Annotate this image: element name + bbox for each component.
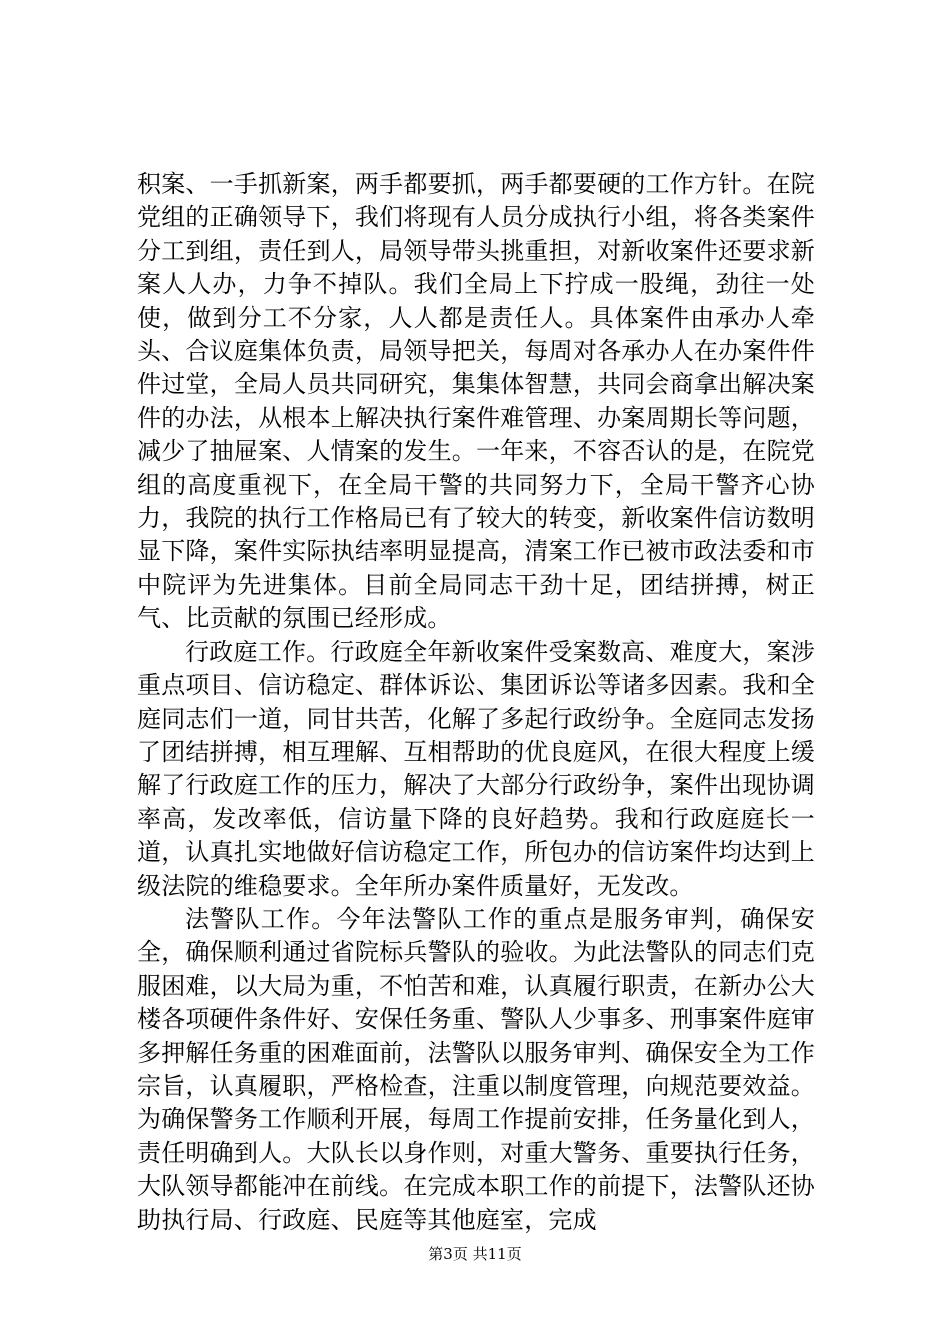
paragraph-enforcement-work: 积案、一手抓新案，两手都要抓，两手都要硬的工作方针。在院党组的正确领导下，我们将现有人员分成执行小组，将各类案件分工到组，责任到人，局领导带头挑重担，对新收案件还要求新案人人办，力争不掉队。我们全局上下拧成一股绳，劲往一处使，做到分工不分家，人人都是责任人。具体案件由承办人牵头、合议庭集体负责，局领导把关，每周对各承办人在办案件件件过堂，全局人员共同研究，集集体智慧，共同会商拿出解决案件的办法，从根本上解决执行案件难管理、办案周期长等问题，减少了抽屉案、人情案的发生。一年来，不容否认的是，在院党组的高度重视下，在全局干警的共同努力下，全局干警齐心协力，我院的执行工作格局已有了较大的转变，新收案件信访数明显下降，案件实际执结率明显提高，清案工作已被市政法委和市中院评为先进集体。目前全局同志干劲十足，团结拼搏，树正气、比贡献的氛围已经形成。: [137, 170, 815, 633]
page-number-footer: 第3页 共11页: [428, 1245, 522, 1263]
paragraph-administrative-court-work: 行政庭工作。行政庭全年新收案件受案数高、难度大，案涉重点项目、信访稳定、群体诉讼、集团诉讼等诸多因素。我和全庭同志们一道，同甘共苦，化解了多起行政纷争。全庭同志发扬了团结拼搏，相互理解、互相帮助的优良庭风，在很大程度上缓解了行政庭工作的压力，解决了大部分行政纷争，案件出现协调率高，发改率低，信访量下降的良好趋势。我和行政庭庭长一道，认真扎实地做好信访稳定工作，所包办的信访案件均达到上级法院的维稳要求。全年所办案件质量好，无发改。: [137, 637, 815, 900]
document-body: [137, 168, 815, 1237]
paragraph-judicial-police-work: 法警队工作。今年法警队工作的重点是服务审判，确保安全，确保顺利通过省院标兵警队的验收。为此法警队的同志们克服困难，以大局为重，不怕苦和难，认真履行职责，在新办公大楼各项硬件条件好、安保任务重、警队人少事多、刑事案件庭审多押解任务重的困难面前，法警队以服务审判、确保安全为工作宗旨，认真履职，严格检查，注重以制度管理，向规范要效益。为确保警务工作顺利开展，每周工作提前安排，任务量化到人，责任明确到人。大队长以身作则，对重大警务、重要执行任务，大队领导都能冲在前线。在完成本职工作的前提下，法警队还协助执行局、行政庭、民庭等其他庭室，完成: [137, 904, 815, 1234]
